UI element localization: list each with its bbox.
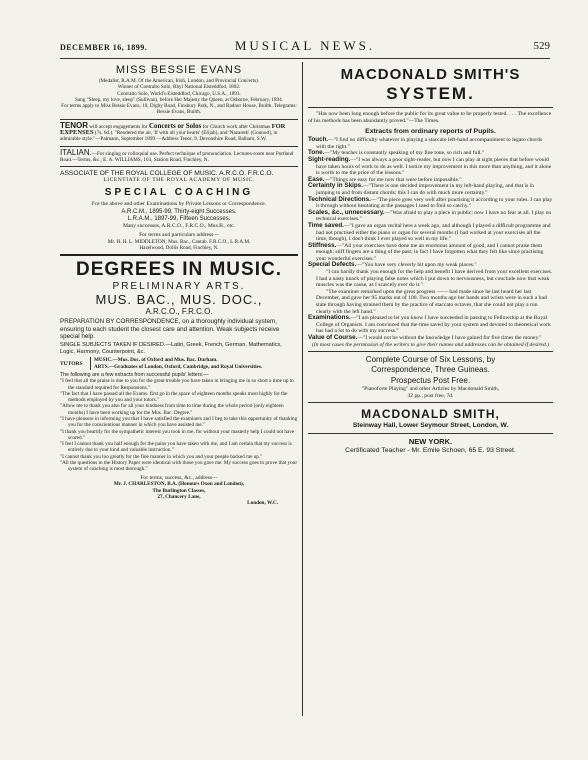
evans-advert xyxy=(60,64,298,116)
pupil-quote: "I cannot thank you too greatly for the fine manner in which you and your people backed me up." xyxy=(60,453,263,460)
evans-line: Winner of Contralto Solo, Rhyl National Eisteddfod, 1892. xyxy=(117,84,241,91)
tutor-music: MUSIC.—Mus. Doc. of Oxford and Mus. Bac. Durham. xyxy=(94,357,218,364)
evans-line: Contralto Solo, World's Eisteddfod, Chicago, U.S.A., 1893. xyxy=(117,90,241,97)
degrees-following: The following are a few extracts from successful pupils' letters:— xyxy=(60,371,209,378)
macdonald-name: MACDONALD SMITH, xyxy=(361,407,500,422)
tenor-bold: Concerts or Solos xyxy=(148,121,202,130)
extract-item: Scales, &c., unnecessary.—"Was afraid to play a piece in public; now I have no fear at all. I play no technical exercises." xyxy=(308,208,552,223)
divider xyxy=(60,119,298,120)
extract-item: Certainty in Skips.—"There is one decided improvement in my left-hand playing, and that is in jumping to and from distant chords; this I can do with much more certainty." xyxy=(308,182,535,196)
associate-result: A.R.C.M., 1895-99, Thirty-eight Successes. xyxy=(121,209,237,216)
degrees-terms: For terms, success, &c., address— xyxy=(140,474,218,481)
extracts-title: Extracts from ordinary reports of Pupils. xyxy=(365,128,496,136)
prospectus: Prospectus Post Free. xyxy=(390,376,471,386)
left-column xyxy=(60,62,298,716)
extract-quote: "I can hardly thank you enough for the help and benefit I have derived from your excellent exercises. I had a nasty knack of playing false notes which I put down to nervousness, but conclude now that weak muscles was the cause, as I scarcely ever do it." xyxy=(316,269,553,289)
licentiate: LICENTIATE OF THE ROYAL ACADEMY OF MUSIC. xyxy=(103,177,255,184)
divider xyxy=(308,351,553,352)
pupil-quote: "I thank you heartily for the sympathetic interest you took in me, for without your masterly help I could not have scored." xyxy=(60,428,295,441)
evans-name: MISS BESSIE EVANS xyxy=(115,64,243,76)
special-coaching: SPECIAL COACHING xyxy=(104,186,254,198)
degrees-mus: MUS. BAC., MUS. DOC., xyxy=(95,292,263,308)
evans-line: (Medalist, R.A.M. Of the American, Irish, London, and Provincial Concerts). xyxy=(98,78,260,84)
page-number: 529 xyxy=(533,40,550,52)
times-quote: "Has now been long enough before the public for its great value to be properly tested. . . . The excellence of his methods has been abundantly proved."—The Times. xyxy=(308,111,552,124)
extract-item: Sight-reading.—"I was always a poor sight-reader, but now I can play at sight pieces that before would have taken hours of work to do as well. I notice my improvement in this more than anything, and it alone is worth to me the price of the lessons." xyxy=(308,155,552,177)
extract-item: Stiffness.—"All your exercises have done me an enormous amount of good, and I cannot praise them enough; stiff fingers are a thing of the past; in fact I have forgotten what they felt like since practising your wonderful exercises." xyxy=(308,241,544,262)
macdonald-system: SYSTEM. xyxy=(386,84,475,103)
pupil-quote: "Allow me to thank you also for all your kindness from time to time during the whole period (only eighteen months) I have been working up for the Mus. Bac. Degree." xyxy=(60,403,284,416)
degrees-address: Mr. J. CHARLESTON, B.A. (Honours Oxon and London), xyxy=(113,481,245,488)
macdonald-address: Steinway Hall, Lower Seymour Street, London, W. xyxy=(352,422,509,430)
associate-contact: Hazelwood, Dollis Road, Finchley, N. xyxy=(139,244,219,251)
degrees-prelim: PRELIMINARY ARTS. xyxy=(112,281,246,293)
macdonald-title: MACDONALD SMITH'S xyxy=(340,66,521,83)
italian-advert xyxy=(60,147,298,164)
new-york: NEW YORK. xyxy=(408,437,453,447)
issue-date: DECEMBER 16, 1899. xyxy=(60,43,148,52)
degrees-arco: A.R.C.O., F.R.C.O. xyxy=(145,307,213,317)
degrees-advert xyxy=(60,259,298,506)
tenor-text: for Church work after Christmas xyxy=(201,123,272,130)
degrees-address: London, W.C. xyxy=(247,500,278,507)
italian-lead: ITALIAN. xyxy=(60,147,92,157)
degrees-address: The Burlington Classes, xyxy=(152,487,206,494)
extract-item: Special Defects.—"You have very cleverly hit upon my weak places." xyxy=(308,261,477,269)
extract-item: Time saved.—"I gave an organ recital here a week ago, and although I played a difficult programme and had not practised either the piano or organ for several months (I had worked at your exercises all the time, though), I don't think I ever played so well in my life." xyxy=(308,221,551,243)
extract-item: Ease.—"Things are easy for me now that were before impossible." xyxy=(308,175,462,183)
course-line: Complete Course of Six Lessons, by xyxy=(365,355,496,365)
extract-item: Tone.—"My teacher is constantly speaking of my fine tone, so rich and full." xyxy=(308,149,485,157)
extract-item: Examinations.—"I am pleased to let you know I have succeeded in passing to Fellowship at the Royal College of Organists. I am convinced that the time saved by your system and devoted to theoretical work has had a lot to do with my success." xyxy=(308,314,551,335)
tenor-bold: FOR EXPENSES xyxy=(60,122,286,137)
tenor-advert xyxy=(60,120,298,143)
associate-contact: Mr. H. H. L. MIDDLETON, Mus. Bac., Cantab. F.R.C.O., L.R.A.M. xyxy=(107,238,251,245)
associate-terms: For terms and particulars address— xyxy=(139,232,219,239)
column-divider xyxy=(302,62,303,716)
tutors-block xyxy=(60,357,298,370)
divider xyxy=(60,254,298,256)
course-line: Correspondence, Three Guineas. xyxy=(371,365,490,375)
divider xyxy=(60,146,298,147)
articles-line: 32 pp., post free, 7d. xyxy=(407,392,454,399)
divider xyxy=(308,402,553,403)
evans-line: For terms apply to Miss Bessie Evans, 10, Digby Road, Finsbury Park, N., and Radnor House, Builth. Telegrams: Bessie Evans, Builth. xyxy=(61,103,297,116)
divider xyxy=(60,166,298,167)
extract-item: Technical Directions.—"The piece goes very well after practising it according to your rules. I can play it through without hesitating at the passages I used to find so catchy." xyxy=(308,195,553,210)
articles-line: "Pianoforte Playing" and other Articles by Macdonald Smith, xyxy=(361,386,500,393)
permission-note: (In most cases the permission of the writers to give their names and addresses can be obtained if desired.) xyxy=(311,341,550,348)
extract-quote: "The examiner remarked upon the great progress —— had made since he last heard her last December, and gave her 95 marks out of 100. Two months ago her hands and wrists were in such a bad state through having strained them by the practice of staccato octaves, that she could not play a run clearly with the left hand." xyxy=(316,288,547,315)
degrees-title: DEGREES IN MUSIC. xyxy=(76,259,282,281)
associate-result: Many successes, A.R.C.O., F.R.C.O., Mus.B., etc. xyxy=(122,223,236,230)
pupil-quote: "I feel I cannot thank you half enough for the pains you have taken with me, and I am certain that my success is entirely due to your kind and valuable instruction." xyxy=(60,441,292,454)
pupil-quote: "I feel that all the praise is due to you for the great trouble you have taken in bringing me in so short a time up to the standard required for Responsions." xyxy=(60,378,294,391)
tenor-text: (7s. 6d.). "Rendered the air, 'If with all your hearts' (Elijah), and 'Nazareth' (Gounod), in admirable style."—Palmann, September 1899.—Address Tenor, 9, Devonshire Road, Balham, S.W. xyxy=(60,130,278,143)
degrees-address: 27, Chancery Lane, xyxy=(157,493,201,500)
associate-title: ASSOCIATE OF THE ROYAL COLLEGE OF MUSIC. A.R.C.O. F.R.C.O. xyxy=(60,170,274,178)
pupil-quote: "The fact that I have passed all the Exams. first go in the space of eighteen months speaks most highly for the methods employed by you and your tutors." xyxy=(60,390,288,404)
pupil-quote: "All the questions in the History Paper were identical with those you gave me. My success goes to prove that your system of coaching is most thorough." xyxy=(60,460,298,473)
tenor-text: will accept engagements for xyxy=(88,123,149,130)
publication-title: MUSICAL NEWS. xyxy=(234,38,376,53)
pupil-quote: "I have pleasure in informing you that I have satisfied the examiners and I beg to take this opportunity of thanking you for the conscientious manner in which you have assisted me." xyxy=(60,415,298,429)
tutor-arts: ARTS.—Graduates of London, Oxford, Cambridge, and Royal Universities. xyxy=(94,363,263,370)
degrees-prep: PREPARATION BY CORRESPONDENCE, on a thoroughly individual system, ensuring to each student the closest care and attention. Weak subjects receive special help. xyxy=(60,318,280,340)
divider xyxy=(308,433,553,434)
right-column xyxy=(308,62,553,716)
italian-text: —For singing or colloquial use. Perfect technique of pronunciation. Lectures-room near Portland Road.—Terms, &c., E. A. WILLIAMS, 103, Station Road, Finchley, N. xyxy=(60,150,294,163)
tutors-label: TUTORS xyxy=(60,360,83,367)
tenor-lead: TENOR xyxy=(60,120,88,130)
associate-advert xyxy=(60,170,298,251)
divider xyxy=(308,107,553,108)
evans-line: Sang "Sleep, my love, sleep" (Sullivan), before Her Majesty the Queen, at Osborne, February, 1894. xyxy=(74,96,284,103)
extract-item: Touch.—"I find no difficulty whatever in playing a staccato left-hand accompaniment to legato chords with the right." xyxy=(308,136,543,150)
certificated-teacher: Certificated Teacher - Mr. Emile Schoen, 65 E. 93 Street. xyxy=(345,447,516,455)
page-header xyxy=(60,38,550,59)
extract-item: Value of Course.—"I would not be without the knowledge I have gained for five times the money." xyxy=(308,334,542,341)
degrees-single: SINGLE SUBJECTS TAKEN IF DESIRED.—Latin, Greek, French, German, Mathematics, Logic, Harmony, Counterpoint, &c. xyxy=(60,342,282,355)
associate-sub: For the above and other Examinations by Private Lessons or Correspondence. xyxy=(91,200,267,207)
associate-result: L.R.A.M., 1897-99, Fifteen Successes. xyxy=(127,216,231,223)
